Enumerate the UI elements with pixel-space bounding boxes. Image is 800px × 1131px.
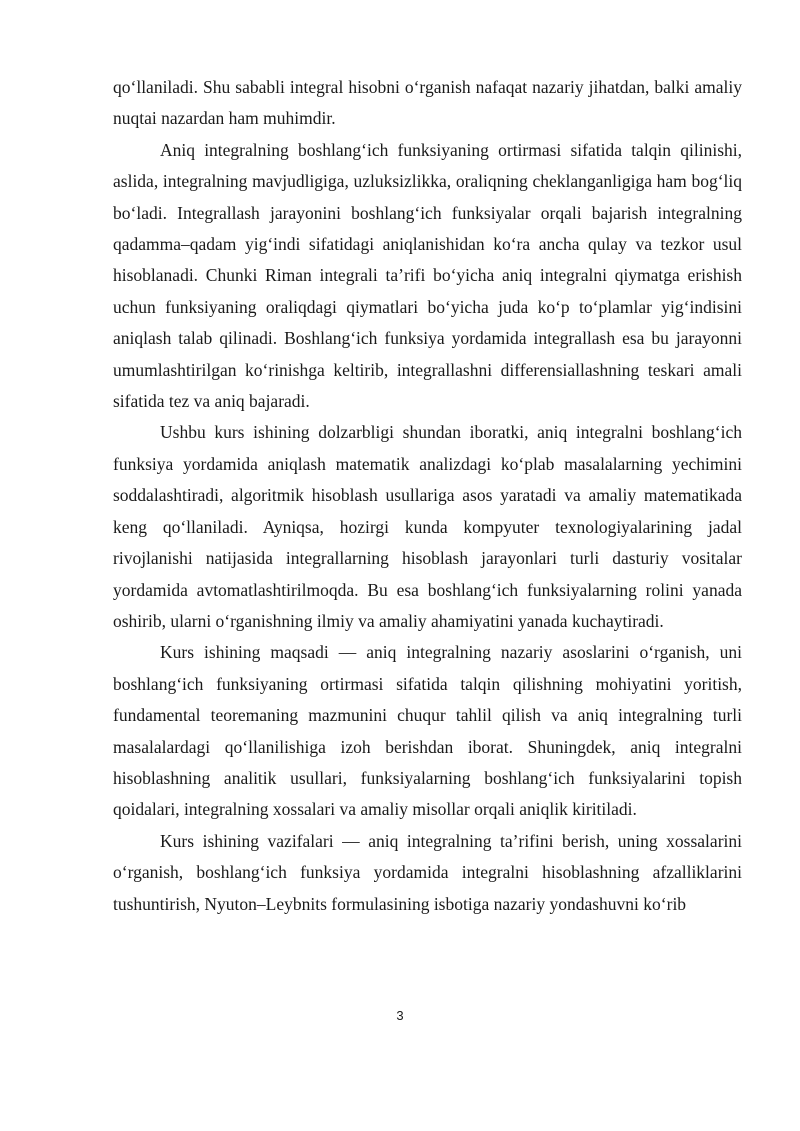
page-body (113, 72, 742, 920)
paragraph-tasks: Kurs ishining vazifalari — aniq integralning ta’rifini berish, uning xossalarini o‘rganish, boshlang‘ich funksiya yordamida integralni hisoblashning afzalliklarini tushuntirish, Nyuton–Leybnits formulasining isbotiga nazariy yondashuvni ko‘rib (113, 830, 742, 914)
paragraph-goal: Kurs ishining maqsadi — aniq integralning nazariy asoslarini o‘rganish, uni boshlang‘ich funksiyaning ortirmasi sifatida talqin qilishning mohiyatini yoritish, fundamental teoremaning mazmunini chuqur tahlil qilish va aniq integralning turli masalalardagi qo‘llanilishiga izoh berishdan iborat. Shuningdek, aniq integralni hisoblashning analitik usullari, funksiyalarning boshlang‘ich funksiyalarini topish qoidalari, integralning xossalari va amaliy misollar orqali aniqlik kiritiladi. (113, 642, 742, 820)
page-number: 3 (396, 1008, 404, 1023)
paragraph-relevance: Ushbu kurs ishining dolzarbligi shundan iboratki, aniq integralni boshlang‘ich funksiya yordamida aniqlash matematik analizdagi ko‘plab masalalarning yechimini soddalashtiradi, algoritmik hisoblash usullariga asos yaratadi va amaliy matematikada keng qo‘llaniladi. Ayniqsa, hozirgi kunda kompyuter texnologiyalarining jadal rivojlanishi natijasida integrallarning hisoblash jarayonlari turli dasturiy vositalar yordamida avtomatlashtirilmoqda. Bu esa boshlang‘ich funksiyalarning rolini yanada oshirib, ularni o‘rganishning ilmiy va amaliy ahamiyatini yanada kuchaytiradi. (113, 422, 742, 631)
paragraph-integral-interpretation: Aniq integralning boshlang‘ich funksiyaning ortirmasi sifatida talqin qilinishi, aslida, integralning mavjudligiga, uzluksizlikka, oraliqning cheklanganligiga ham bog‘liq bo‘ladi. Integrallash jarayonini boshlang‘ich funksiyalar orqali bajarish integralning qadamma–qadam yig‘indi sifatidagi aniqlanishidan ko‘ra ancha qulay va tezkor usul hisoblanadi. Chunki Riman integrali ta’rifi bo‘yicha aniq integralni qiymatga erishish uchun funksiyaning oraliqdagi qiymatlari bo‘yicha juda ko‘p to‘plamlar yig‘indisini aniqlash talab qilinadi. Boshlang‘ich funksiya yordamida integrallash esa bu jarayonni umumlashtirilgan ko‘rinishga keltirib, integrallashni differensiallashning teskari amali sifatida tez va aniq bajaradi. (113, 139, 742, 412)
paragraph-continuation: qo‘llaniladi. Shu sababli integral hisobni o‘rganish nafaqat nazariy jihatdan, balki amaliy nuqtai nazardan ham muhimdir. (113, 77, 742, 129)
